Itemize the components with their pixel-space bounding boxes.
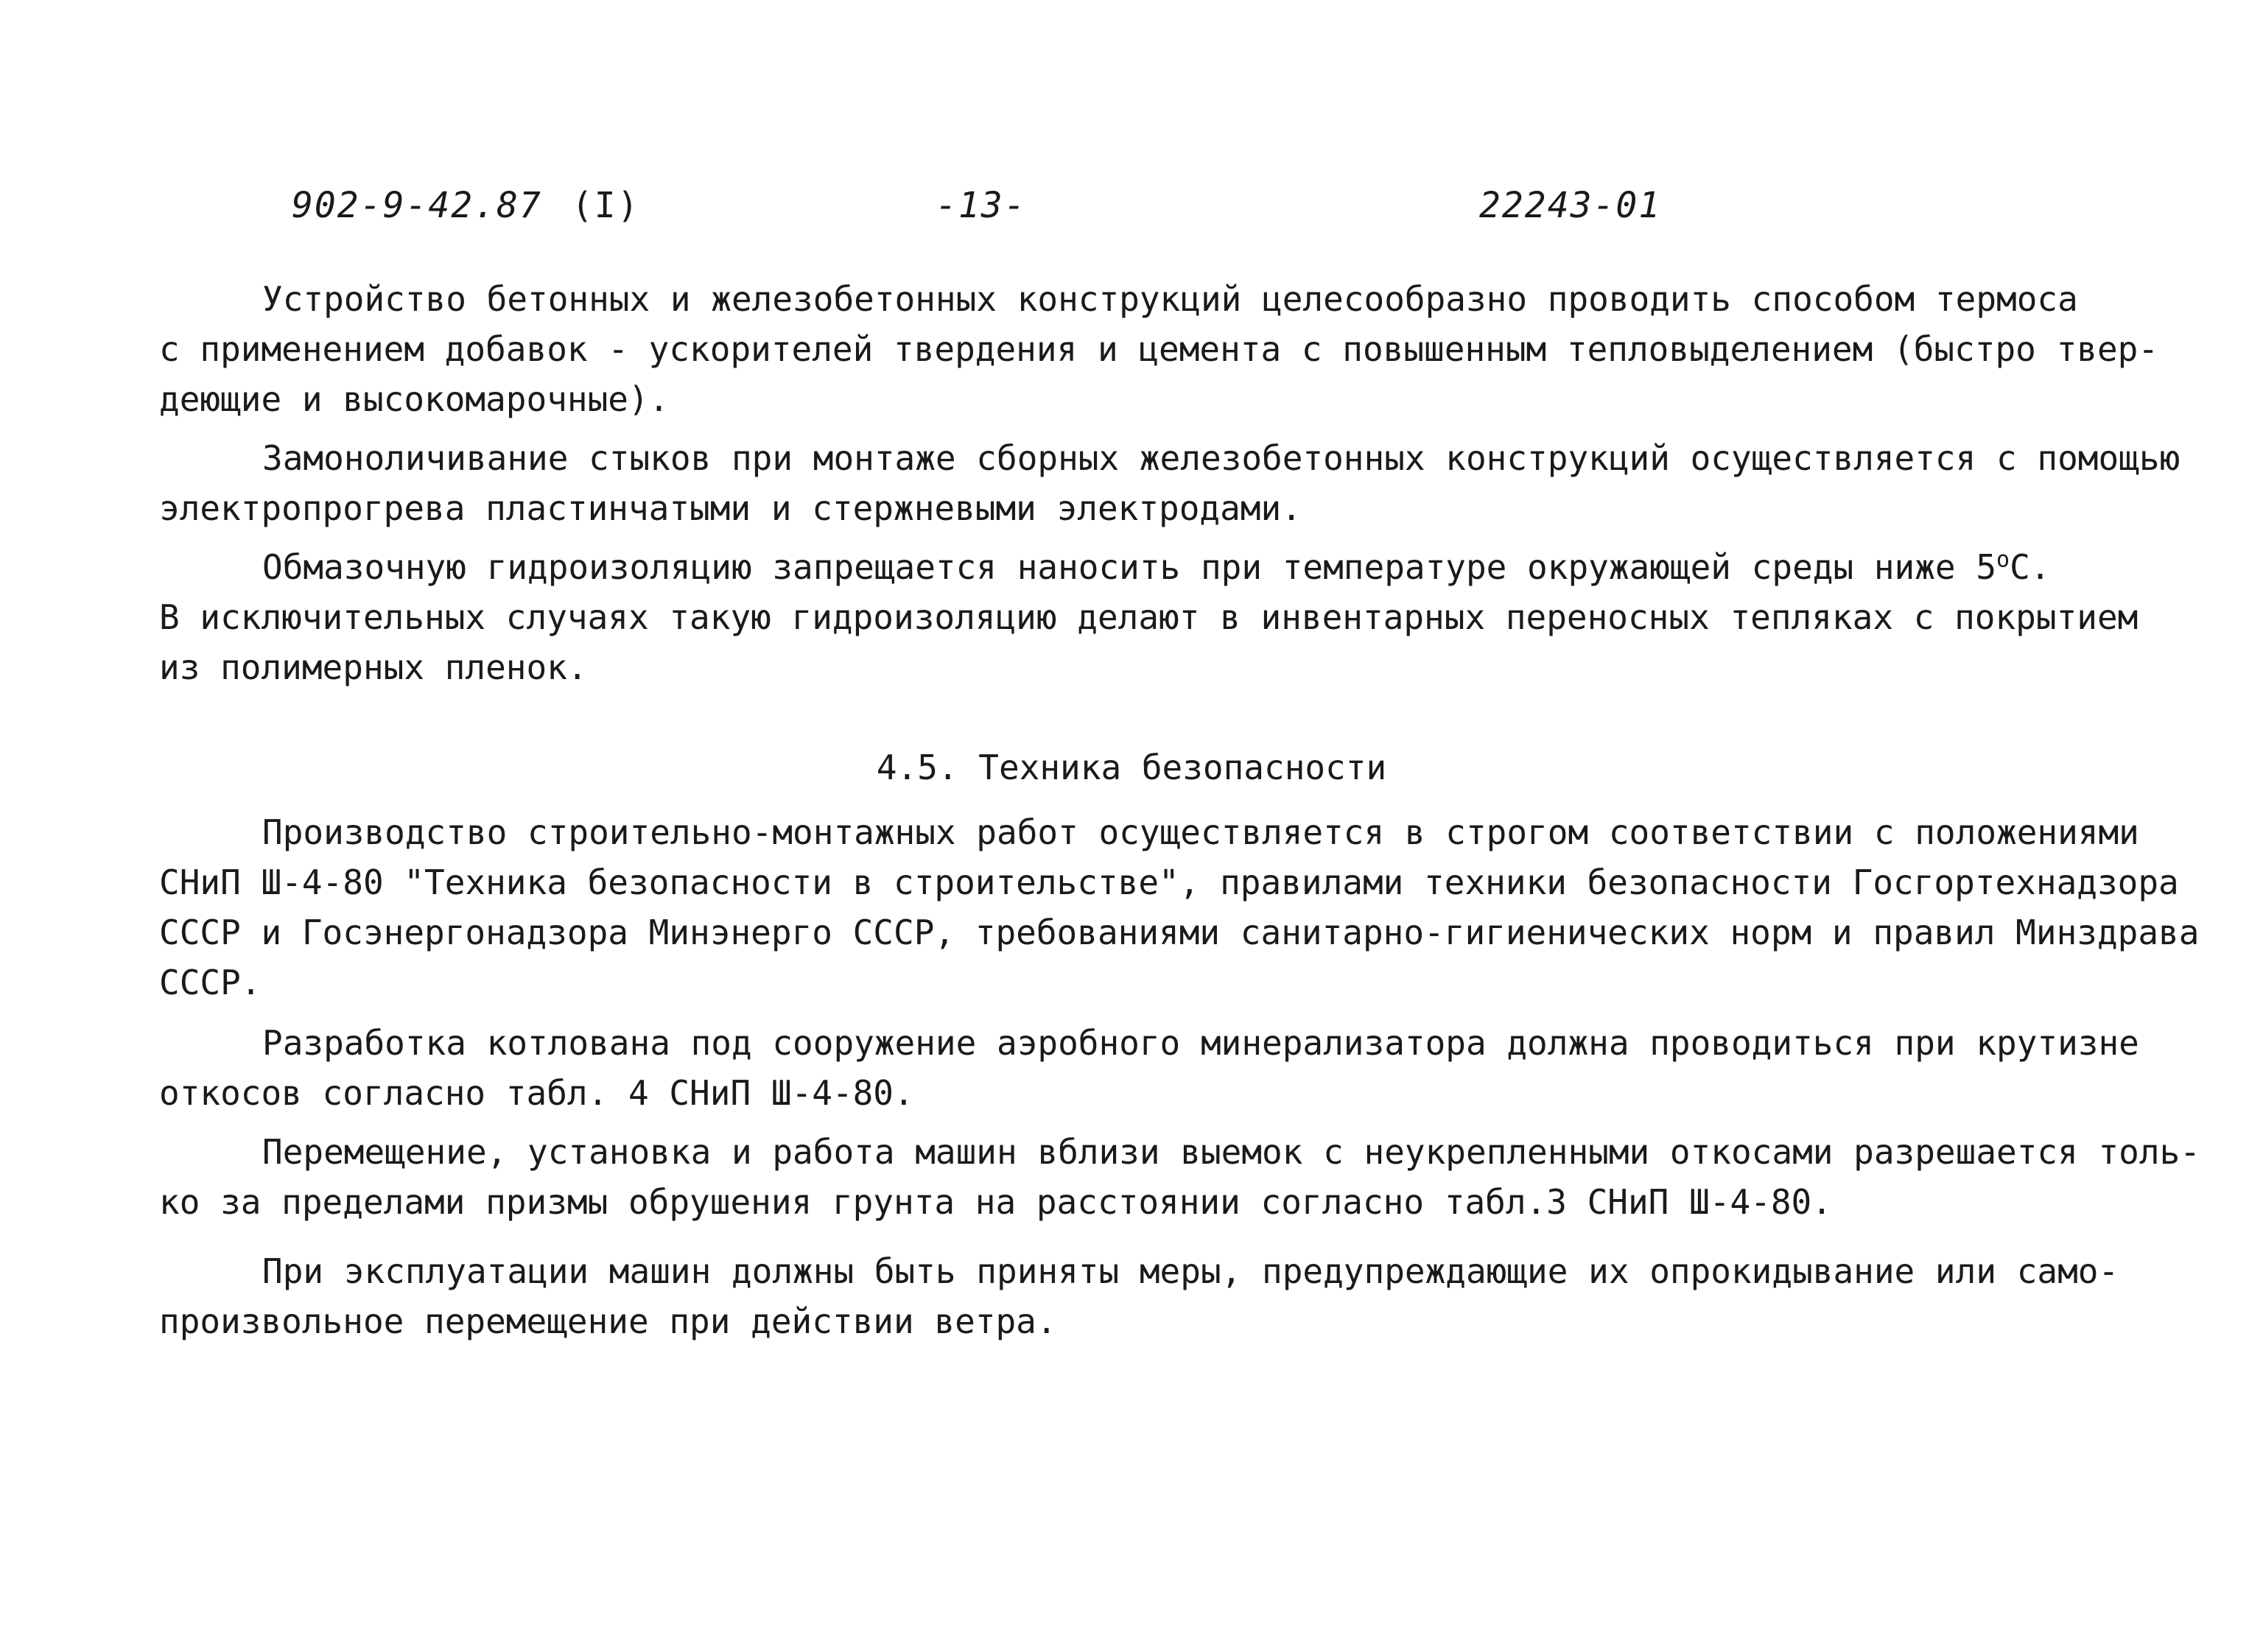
paragraph-line: ко за пределами призмы обрушения грунта на расстоянии согласно табл.3 СНиП Ш-4-80. <box>159 1182 1832 1222</box>
paragraph-line: произвольное перемещение при действии ветра. <box>159 1301 1057 1341</box>
paragraph-line: Разработка котлована под сооружение аэробного минерализатора должна проводиться при крутизне <box>262 1023 2139 1063</box>
paragraph-line: В исключительных случаях такую гидроизоляцию делают в инвентарных переносных тепляках с покрытием <box>159 597 2139 637</box>
paragraph-line: СНиП Ш-4-80 "Техника безопасности в строительстве", правилами техники безопасности Госгортехнадзора <box>159 862 2179 902</box>
doc-code: 902-9-42.87 <box>292 185 542 226</box>
paragraph-line-text: Обмазочную гидроизоляцию запрещается наносить при температуре окружающей среды ниже 5 <box>262 547 1997 587</box>
paragraph-2 <box>159 433 2180 533</box>
paragraph-line-with-degree <box>159 542 2148 592</box>
section-heading: 4.5. Техника безопасности <box>876 748 1387 787</box>
paragraph-line: Устройство бетонных и железобетонных конструкций целесообразно проводить способом термоса <box>262 279 2078 319</box>
paragraph-line: откосов согласно табл. 4 СНиП Ш-4-80. <box>159 1073 914 1113</box>
section-paragraph-2 <box>159 1018 2148 1118</box>
degree-superscript: о <box>1996 546 2010 573</box>
paragraph-line: СССР. <box>159 963 262 1002</box>
section-paragraph-3 <box>159 1127 2200 1227</box>
paragraph-line: Замоноличивание стыков при монтаже сборных железобетонных конструкций осуществляется с помощью <box>262 438 2180 478</box>
section-paragraph-1 <box>159 807 2200 1008</box>
page-number: -13- <box>936 185 1027 226</box>
paragraph-line: СССР и Госэнергонадзора Минэнерго СССР, требованиями санитарно-гигиенических норм и правил Минздрава <box>159 913 2200 952</box>
paragraph-line: Перемещение, установка и работа машин вблизи выемок с неукрепленными откосами разрешается толь- <box>262 1132 2200 1172</box>
paragraph-line: из полимерных пленок. <box>159 647 588 687</box>
section-paragraph-4 <box>159 1246 2148 1346</box>
paragraph-line: Производство строительно-монтажных работ осуществляется в строгом соответствии с положениями <box>262 812 2139 852</box>
doc-code-header <box>292 185 640 226</box>
paragraph-1 <box>159 274 2159 424</box>
paragraph-line: электропрогрева пластинчатыми и стержневыми электродами. <box>159 488 1302 528</box>
degree-unit: С. <box>2010 547 2051 587</box>
doc-number: 22243-01 <box>1479 185 1662 226</box>
paragraph-line: деющие и высокомарочные). <box>159 379 670 419</box>
paragraph-3 <box>159 542 2148 692</box>
doc-part: (I) <box>571 185 640 226</box>
paragraph-line: При эксплуатации машин должны быть приняты меры, предупреждающие их опрокидывание или само- <box>262 1251 2119 1291</box>
paragraph-line: с применением добавок - ускорителей твердения и цемента с повышенным тепловыделением (быстро твер- <box>159 329 2159 369</box>
